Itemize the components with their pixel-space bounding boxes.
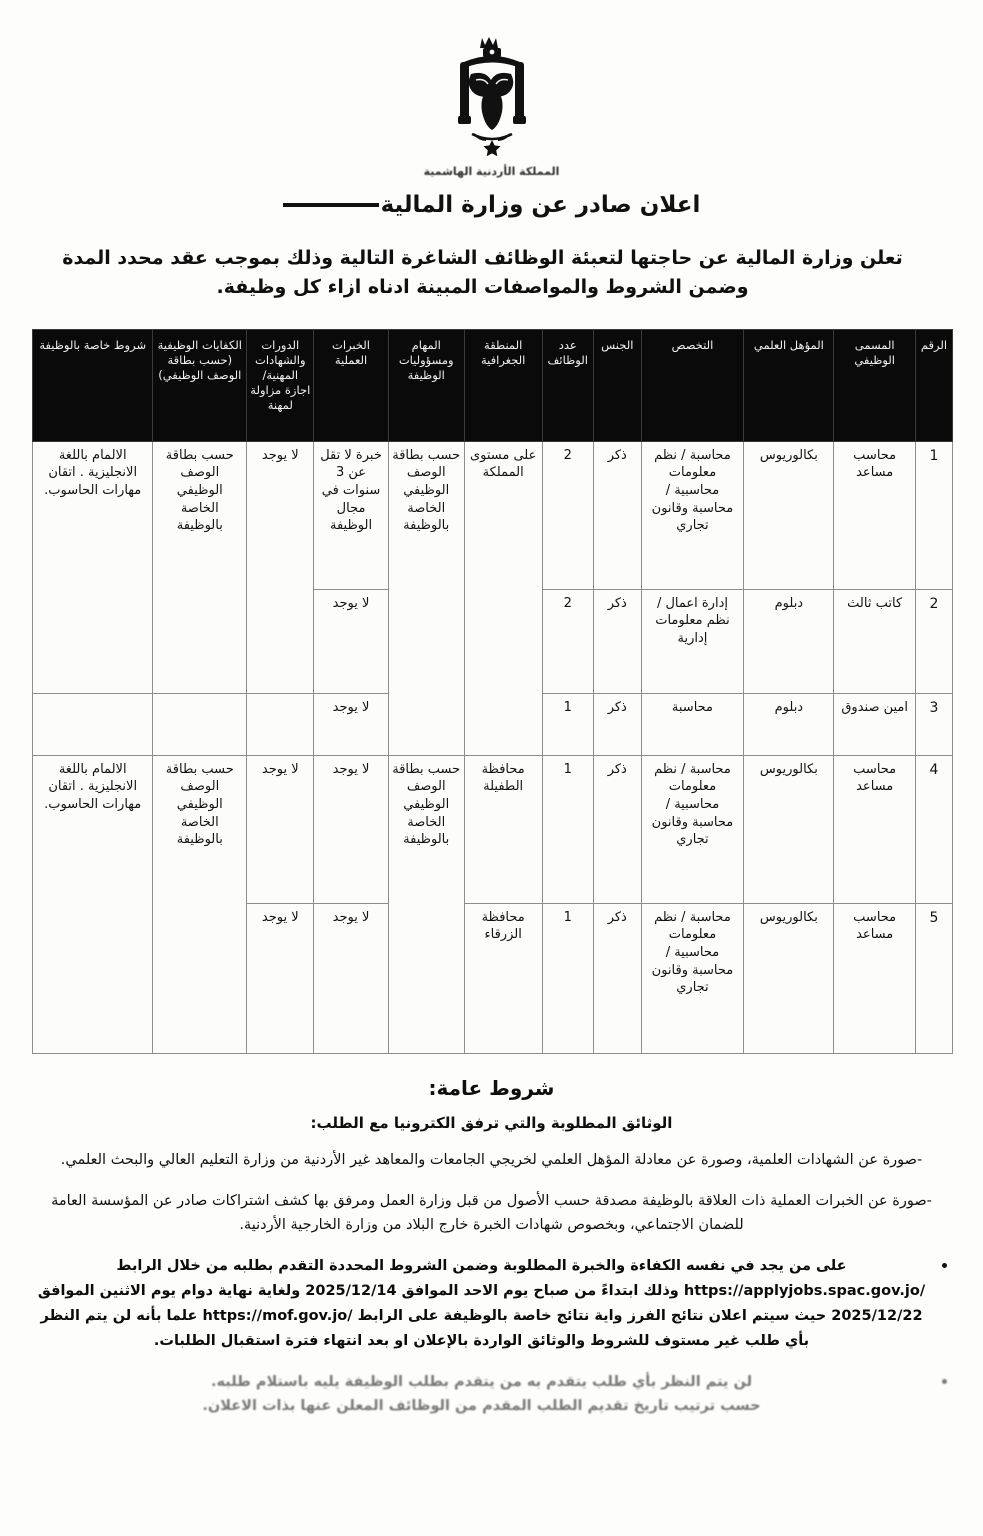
jordan-coat-of-arms-icon <box>438 34 546 159</box>
cell-duties: حسب بطاقة الوصف الوظيفي الخاصة بالوظيفة <box>388 755 464 1053</box>
apply-instruction-text-5: علما بأنه لن يتم النظر بأي طلب غير مستوف للشروط والوثائق الواردة بالإعلان او بعد انتهاء فترة استقبال الطلبات. <box>40 1307 810 1349</box>
cell-competencies: حسب بطاقة الوصف الوظيفي الخاصة بالوظيفة <box>153 755 247 1053</box>
header-rank: الرقم <box>915 329 952 441</box>
cell-geographic-area: على مستوى المملكة <box>464 441 542 755</box>
cell-gender: ذكر <box>593 903 641 1053</box>
cell-rank: 2 <box>915 589 952 693</box>
cell-gender: ذكر <box>593 755 641 903</box>
header-gender: الجنس <box>593 329 641 441</box>
cell-courses: لا يوجد <box>247 755 314 903</box>
cell-geographic-area: محافظة الزرقاء <box>464 903 542 1053</box>
secondary-note-line-2: حسب ترتيب تاريخ تقديم الطلب المقدم من الوظائف المعلن عنها بذات الاعلان. <box>202 1398 761 1415</box>
cell-qualification: بكالوريوس <box>744 441 834 589</box>
cell-specialization: محاسبة <box>641 693 744 755</box>
cell-specialization: محاسبة / نظم معلومات محاسبية / محاسبة وقانون تجاري <box>641 755 744 903</box>
header-vacancies: عدد الوظائف <box>542 329 593 441</box>
announcement-title-row <box>0 192 983 218</box>
table-header-row <box>33 329 953 441</box>
cell-rank: 4 <box>915 755 952 903</box>
cell-qualification: دبلوم <box>744 693 834 755</box>
cell-qualification: بكالوريوس <box>744 903 834 1053</box>
table-row <box>33 755 953 903</box>
apply-instruction-text-4: حيث سيتم اعلان نتائج الفرز واية نتائج خاصة بالوظيفة على الرابط <box>357 1307 827 1324</box>
cell-experience: لا يوجد <box>314 589 388 693</box>
cell-vacancies: 1 <box>542 903 593 1053</box>
kingdom-caption: المملكة الأردنية الهاشمية <box>423 165 560 178</box>
cell-courses: لا يوجد <box>247 441 314 693</box>
header-geographic-area: المنطقة الجغرافية <box>464 329 542 441</box>
cell-geographic-area: محافظة الطفيلة <box>464 755 542 903</box>
cell-duties: حسب بطاقة الوصف الوظيفي الخاصة بالوظيفة <box>388 441 464 755</box>
cell-rank: 3 <box>915 693 952 755</box>
secondary-note-bullet <box>34 1370 949 1420</box>
document-requirement-certificates: -صورة عن الشهادات العلمية، وصورة عن معادلة المؤهل العلمي لخريجي الجامعات والمعاهد غير الأردنية من وزارة التعليم العالي والبحث العلمي. <box>60 1151 923 1168</box>
table-row <box>33 441 953 589</box>
cell-courses <box>247 693 314 755</box>
header-specialization: التخصص <box>641 329 744 441</box>
cell-gender: ذكر <box>593 589 641 693</box>
intro-paragraph: تعلن وزارة المالية عن حاجتها لتعبئة الوظائف الشاغرة التالية وذلك بموجب عقد محدد المدة وضمن الشروط والمواصفات المبينة ادناه ازاء كل وظيفة. <box>62 247 903 299</box>
header-competencies: الكفايات الوظيفية (حسب بطاقة الوصف الوظيفي) <box>153 329 247 441</box>
cell-job-title: محاسب مساعد <box>834 755 915 903</box>
title-underline-rule <box>283 203 379 207</box>
cell-job-title: محاسب مساعد <box>834 903 915 1053</box>
header-experience: الخبرات العملية <box>314 329 388 441</box>
document-requirement-experience: -صورة عن الخبرات العملية ذات العلاقة بالوظيفة مصدقة حسب الأصول من قبل وزارة العمل ومرفق بها كشف اشتراكات صادر عن المؤسسة العامة للضمان الاجتماعي، وبخصوص شهادات الخبرة خارج البلاد من وزارة الخارجية الأردنية. <box>51 1192 932 1234</box>
cell-specialization: إدارة اعمال / نظم معلومات إدارية <box>641 589 744 693</box>
cell-experience: لا يوجد <box>314 693 388 755</box>
cell-job-title: امين صندوق <box>834 693 915 755</box>
cell-vacancies: 2 <box>542 589 593 693</box>
cell-experience: لا يوجد <box>314 755 388 903</box>
cell-experience: لا يوجد <box>314 903 388 1053</box>
cell-vacancies: 2 <box>542 441 593 589</box>
apply-instruction-text-2: وذلك ابتداءً من صباح يوم الاحد الموافق <box>401 1282 679 1299</box>
cell-rank: 1 <box>915 441 952 589</box>
cell-vacancies: 1 <box>542 693 593 755</box>
cell-experience: خبرة لا تقل عن 3 سنوات في مجال الوظيفة <box>314 441 388 589</box>
conditions-bullet-list <box>34 1254 949 1420</box>
apply-portal-link[interactable]: https://applyjobs.spac.gov.jo/ <box>683 1282 926 1299</box>
apply-instruction-text-1: على من يجد في نفسه الكفاءة والخبرة المطلوبة وضمن الشروط المحددة التقدم بطلبه من خلال الرابط <box>116 1257 847 1274</box>
header-job-title: المسمى الوظيفي <box>834 329 915 441</box>
cell-special-conditions: الالمام باللغة الانجليزية . اتقان مهارات الحاسوب. <box>33 755 153 1053</box>
page-title: اعلان صادر عن وزارة المالية <box>380 192 701 218</box>
cell-vacancies: 1 <box>542 755 593 903</box>
jobs-table-container <box>32 329 953 1054</box>
cell-special-conditions: الالمام باللغة الانجليزية . اتقان مهارات الحاسوب. <box>33 441 153 693</box>
cell-qualification: دبلوم <box>744 589 834 693</box>
header-special-conditions: شروط خاصة بالوظيفة <box>33 329 153 441</box>
cell-gender: ذكر <box>593 693 641 755</box>
cell-competencies: حسب بطاقة الوصف الوظيفي الخاصة بالوظيفة <box>153 441 247 693</box>
cell-qualification: بكالوريوس <box>744 755 834 903</box>
cell-courses: لا يوجد <box>247 903 314 1053</box>
cell-job-title: كاتب ثالث <box>834 589 915 693</box>
conditions-title: شروط عامة: <box>428 1075 555 1100</box>
application-start-date: 2025/12/14 <box>305 1282 397 1299</box>
cell-specialization: محاسبة / نظم معلومات محاسبية / محاسبة وقانون تجاري <box>641 903 744 1053</box>
required-documents-subtitle: الوثائق المطلوبة والتي ترفق الكترونيا مع الطلب: <box>310 1113 673 1132</box>
general-conditions-section <box>34 1076 949 1420</box>
apply-instruction-text-3: ولغاية نهاية دوام يوم الاثنين الموافق <box>37 1282 301 1299</box>
cell-job-title: محاسب مساعد <box>834 441 915 589</box>
emblem-container <box>0 0 983 163</box>
cell-special-conditions <box>33 693 153 755</box>
secondary-note-line-1: لن يتم النظر بأي طلب يتقدم به من يتقدم بطلب الوظيفة يليه باستلام طلبه. <box>210 1373 753 1390</box>
header-qualification: المؤهل العلمي <box>744 329 834 441</box>
jobs-table <box>32 329 953 1054</box>
cell-gender: ذكر <box>593 441 641 589</box>
header-duties: المهام ومسؤوليات الوظيفة <box>388 329 464 441</box>
application-end-date: 2025/12/22 <box>831 1307 923 1324</box>
ministry-website-link[interactable]: https://mof.gov.jo/ <box>202 1307 353 1324</box>
header-courses: الدورات والشهادات المهنية/اجازة مزاولة لمهنة <box>247 329 314 441</box>
cell-specialization: محاسبة / نظم معلومات محاسبية / محاسبة وقانون تجاري <box>641 441 744 589</box>
cell-rank: 5 <box>915 903 952 1053</box>
application-instructions-bullet <box>34 1254 949 1354</box>
cell-competencies <box>153 693 247 755</box>
